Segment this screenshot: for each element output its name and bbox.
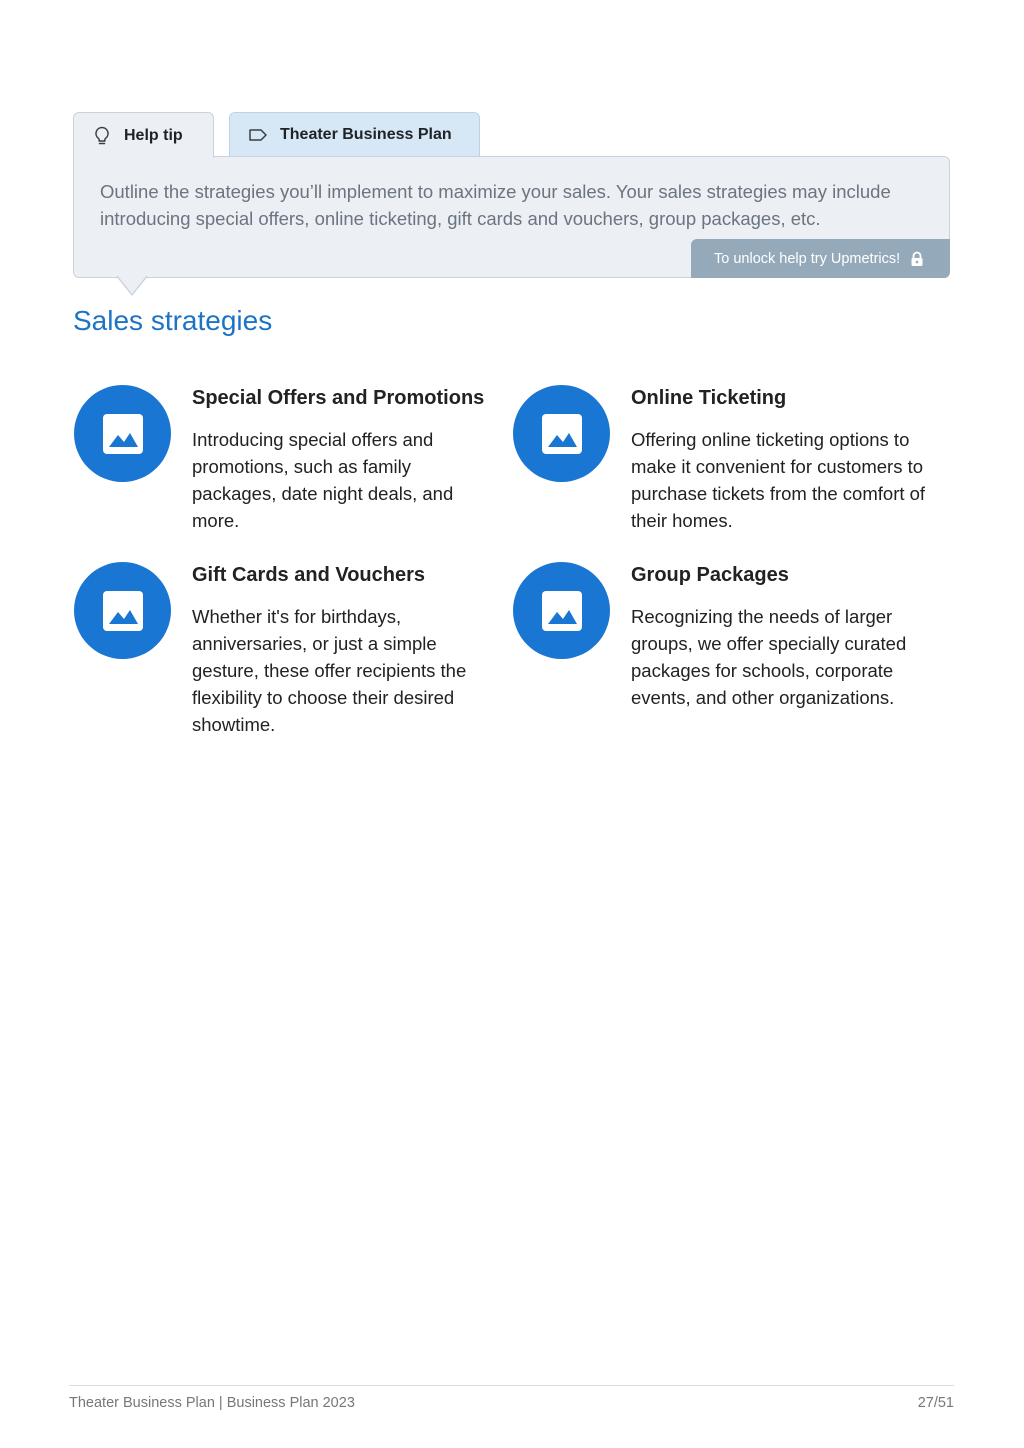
- tab-help-tip[interactable]: [73, 112, 214, 158]
- strategy-body: Introducing special offers and promotions, such as family packages, date night deals, and more.: [192, 429, 454, 531]
- help-tip-text: Outline the strategies you’ll implement to maximize your sales. Your sales strategies may include introducing special offers, online ticketing, gift cards and vouchers, group packages, etc.: [100, 181, 891, 229]
- footer-document-title: Theater Business Plan | Business Plan 2023: [69, 1395, 355, 1411]
- strategy-title: Online Ticketing: [631, 387, 787, 409]
- help-tip-panel: [73, 156, 950, 278]
- footer-divider: [69, 1385, 954, 1386]
- strategy-body: Whether it's for birthdays, anniversaries, or just a simple gesture, these offer recipients the flexibility to choose their desired showtime.: [192, 606, 467, 735]
- tag-icon: [248, 125, 268, 145]
- footer-page-number: 27/51: [917, 1395, 954, 1411]
- tab-help-tip-label: Help tip: [124, 126, 183, 144]
- image-icon: [513, 385, 610, 482]
- image-icon: [513, 562, 610, 659]
- image-icon: [74, 385, 171, 482]
- unlock-help-button[interactable]: [691, 239, 950, 278]
- tab-theater-business-plan[interactable]: [229, 112, 480, 156]
- strategy-title: Special Offers and Promotions: [192, 387, 485, 409]
- strategy-title: Group Packages: [631, 564, 789, 586]
- strategy-body: Offering online ticketing options to make it convenient for customers to purchase tickets from the comfort of their homes.: [631, 429, 926, 531]
- lock-icon: [910, 251, 924, 267]
- unlock-help-label: To unlock help try Upmetrics!: [714, 250, 901, 267]
- strategy-body: Recognizing the needs of larger groups, we offer specially curated packages for schools, corporate events, and other organizations.: [631, 606, 907, 708]
- help-tip-pointer-fill: [117, 275, 147, 294]
- tab-plan-label: Theater Business Plan: [280, 125, 452, 143]
- strategy-title: Gift Cards and Vouchers: [192, 564, 426, 586]
- image-icon: [74, 562, 171, 659]
- lightbulb-icon: [92, 126, 112, 146]
- section-title: Sales strategies: [73, 305, 273, 336]
